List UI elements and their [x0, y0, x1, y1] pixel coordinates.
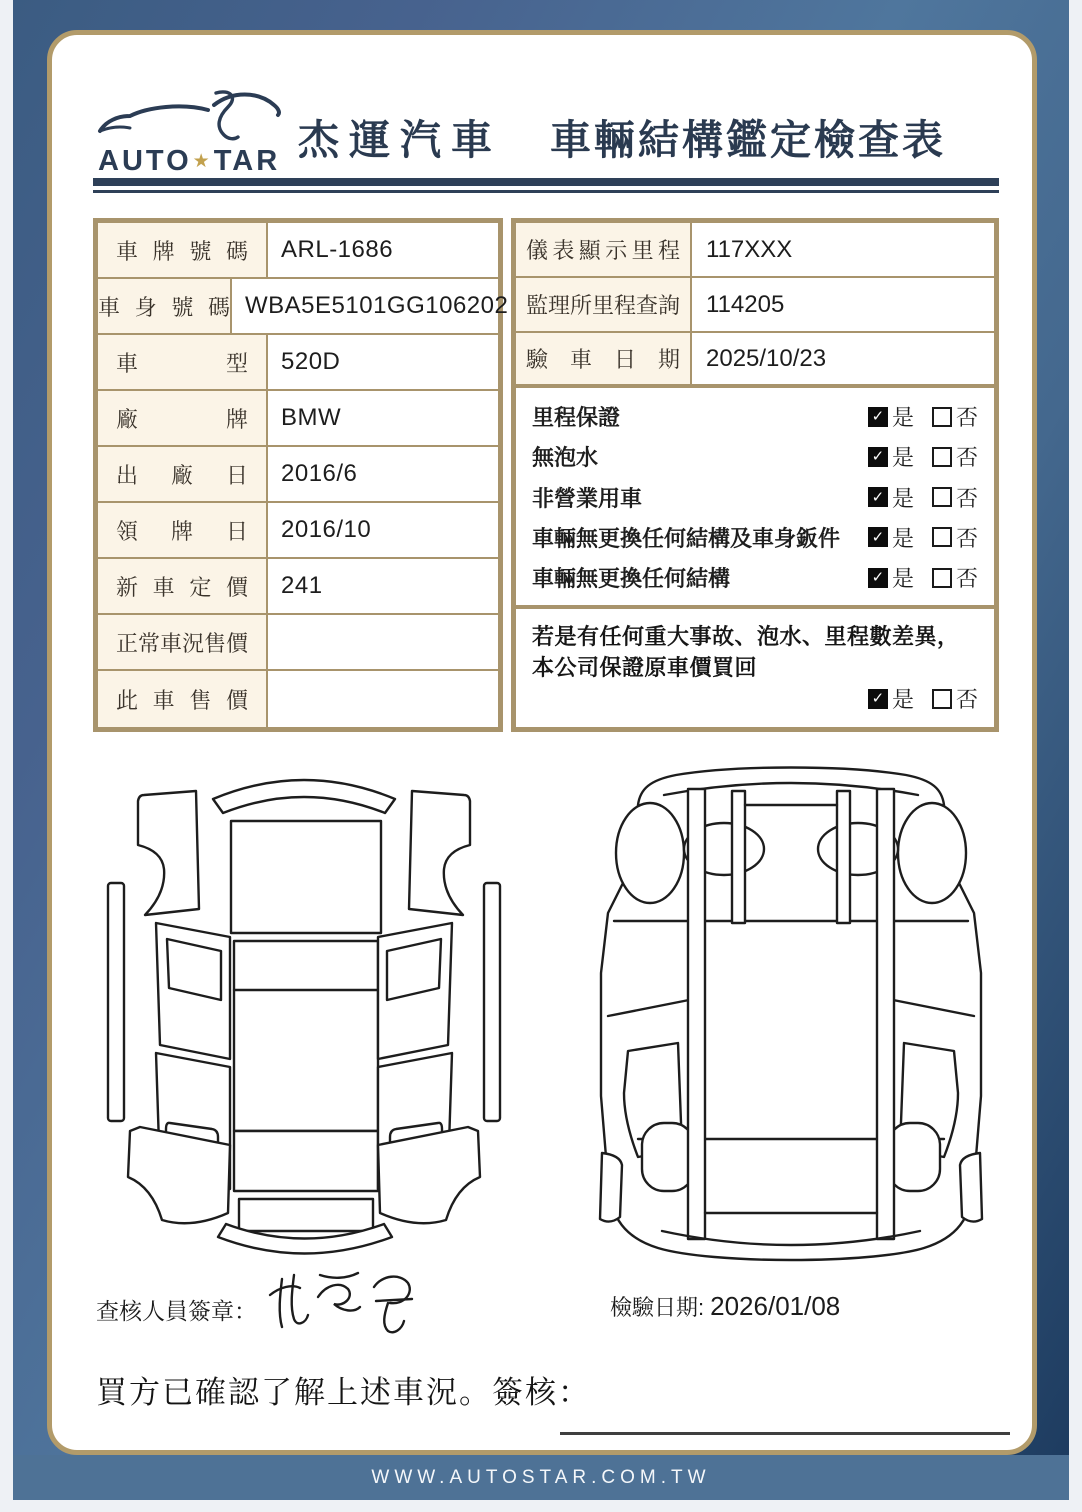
checkbox-no[interactable]: [932, 407, 952, 427]
yes-label: 是: [891, 566, 914, 591]
table-row: [98, 335, 498, 391]
company-name: 杰運汽車: [298, 117, 502, 163]
yes-label: 是: [891, 485, 914, 511]
table-row: [98, 671, 498, 727]
row-label: 新車定價: [116, 574, 248, 600]
checklist-item: [532, 482, 978, 513]
logo-text-post: TAR: [213, 145, 281, 177]
checklist-item: [532, 401, 978, 432]
car-underbody-diagram: [576, 761, 1006, 1274]
no-label: 否: [955, 445, 978, 471]
guarantee-panel: [516, 609, 994, 724]
table-row: [98, 223, 498, 279]
table-row: [516, 223, 994, 278]
checkbox-yes-checked[interactable]: [868, 568, 888, 588]
row-label: 車牌號碼: [116, 238, 248, 264]
footer-url[interactable]: WWW.AUTOSTAR.COM.TW: [371, 1466, 711, 1488]
row-value: 520D: [281, 348, 341, 375]
row-value: 2025/10/23: [706, 344, 827, 372]
checkbox-no[interactable]: [932, 487, 952, 507]
checklist-label: 車輛無更換任何結構: [532, 566, 731, 591]
checkbox-no[interactable]: [932, 568, 952, 588]
no-label: 否: [955, 687, 978, 712]
checklist-label: 里程保證: [532, 405, 621, 430]
row-label: 領牌日: [116, 518, 248, 544]
check-icon: ✓: [871, 408, 885, 425]
checkbox-yes-checked[interactable]: [868, 689, 888, 709]
inspection-date: [610, 1291, 840, 1322]
yes-label: 是: [891, 687, 914, 712]
checklist-label: 車輛無更換任何結構及車身鈑件: [532, 525, 841, 551]
row-value: WBA5E5101GG106202: [245, 292, 509, 319]
car-body-diagram: [100, 757, 508, 1277]
footer-bar: [13, 1455, 1069, 1500]
table-row: [98, 615, 498, 671]
row-value: 2016/6: [281, 460, 358, 487]
row-label: 正常車況售價: [116, 630, 249, 656]
checkbox-no[interactable]: [932, 527, 952, 547]
vehicle-info-table: [93, 218, 509, 732]
checkbox-yes-checked[interactable]: [868, 487, 888, 507]
checklist-label: 無泡水: [532, 445, 599, 471]
no-label: 否: [955, 525, 978, 551]
check-icon: ✓: [871, 528, 885, 546]
row-value: 117XXX: [706, 235, 793, 263]
inspection-date-value: 2026/01/08: [710, 1291, 841, 1321]
logo-wordmark: [98, 145, 284, 178]
yes-label: 是: [891, 445, 914, 471]
row-label: 驗車日期: [526, 347, 680, 372]
buyer-signature-line[interactable]: [560, 1432, 1010, 1435]
inspector-signature-label: 查核人員簽章：: [96, 1298, 257, 1324]
table-row: [98, 391, 498, 447]
row-value: 241: [281, 572, 323, 599]
guarantee-line1: 若是有任何重大事故、泡水、里程數差異，: [532, 624, 960, 649]
header-divider: [93, 178, 999, 193]
row-label: 儀表顯示里程: [526, 238, 680, 263]
yes-label: 是: [891, 405, 914, 430]
no-label: 否: [955, 566, 978, 591]
star-icon: ★: [192, 151, 213, 172]
row-label: 廠牌: [116, 406, 248, 432]
table-row: [516, 333, 994, 388]
check-icon: ✓: [871, 488, 885, 506]
checklist-item: [532, 441, 978, 472]
check-icon: ✓: [871, 569, 885, 586]
table-row: [98, 447, 498, 503]
checklist-label: 非營業用車: [532, 485, 643, 511]
row-value: ARL-1686: [281, 236, 394, 263]
mileage-and-checklist: [511, 218, 999, 732]
row-value: 114205: [706, 290, 785, 318]
check-icon: ✓: [871, 448, 885, 466]
row-value: 2016/10: [281, 516, 372, 543]
row-value: [268, 615, 498, 669]
autostar-logo: [96, 83, 286, 183]
no-label: 否: [955, 405, 978, 430]
checkbox-no[interactable]: [932, 689, 952, 709]
yes-label: 是: [891, 525, 914, 551]
row-value: BMW: [281, 404, 342, 431]
checkbox-no[interactable]: [932, 447, 952, 467]
row-label: 出廠日: [116, 462, 248, 488]
row-value: [268, 671, 498, 727]
inspector-signature: [260, 1257, 440, 1352]
table-row: [98, 503, 498, 559]
checkbox-yes-checked[interactable]: [868, 527, 888, 547]
checklist-item: [532, 522, 978, 553]
check-icon: ✓: [871, 690, 885, 707]
inspection-date-label: 檢驗日期:: [610, 1295, 705, 1320]
car-swoosh-icon: [96, 83, 286, 145]
checkbox-yes-checked[interactable]: [868, 407, 888, 427]
row-label: 車身號碼: [98, 294, 230, 320]
inspection-form-card: [47, 30, 1037, 1455]
row-label: 車型: [116, 350, 248, 376]
checkbox-yes-checked[interactable]: [868, 447, 888, 467]
buyer-confirmation-text: 買方已確認了解上述車況。簽核：: [96, 1375, 591, 1410]
row-label: 監理所里程查詢: [526, 293, 681, 318]
no-label: 否: [955, 485, 978, 511]
logo-text-pre: AUTO: [98, 145, 192, 177]
page-title: 車輛結構鑑定檢查表: [550, 117, 946, 163]
table-row: [516, 278, 994, 333]
checklist-panel: [516, 388, 994, 609]
guarantee-line2: 本公司保證原車價買回: [532, 655, 758, 680]
table-row: [98, 279, 509, 335]
table-row: [98, 559, 498, 615]
row-label: 此車售價: [116, 687, 248, 713]
checklist-item: [532, 562, 978, 593]
form-tables: [93, 218, 999, 732]
